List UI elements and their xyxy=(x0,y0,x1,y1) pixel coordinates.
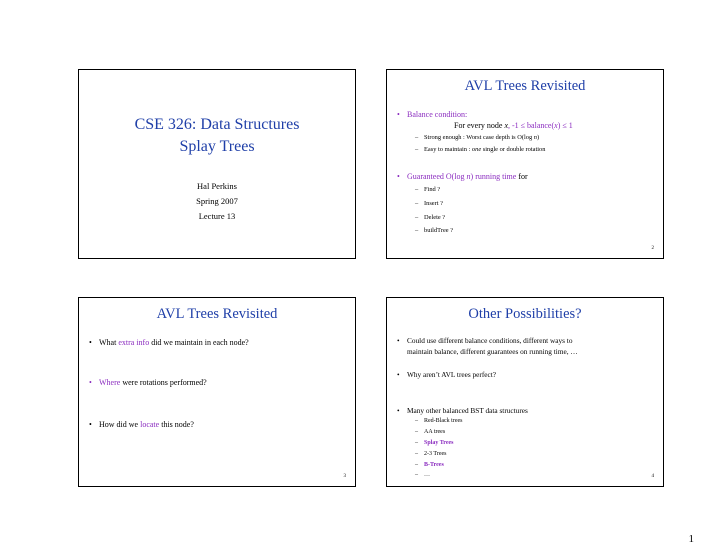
item-splay-trees: – Splay Trees xyxy=(415,440,454,446)
slide-4 xyxy=(386,297,664,487)
item-ellipsis: – … xyxy=(415,472,430,478)
question-locate-node: • How did we locate this node? xyxy=(89,420,194,429)
course-title: CSE 326: Data Structures xyxy=(134,116,300,133)
bullet-balance-conditions: • Could use different balance conditions, different ways to maintain balance, different guarantees on running time, … xyxy=(397,336,578,356)
slide-number: 4 xyxy=(651,474,654,479)
lecture-topic: Splay Trees xyxy=(179,138,255,155)
author: Hal Perkins xyxy=(197,181,237,191)
slide-3 xyxy=(78,297,356,487)
sub-buildtree: – buildTree ? xyxy=(415,227,454,234)
question-where-rotations: • Where were rotations performed? xyxy=(89,378,207,387)
item-aa-trees: – AA trees xyxy=(415,429,446,435)
item-red-black: – Red-Black trees xyxy=(415,418,463,424)
slide-2 xyxy=(386,69,664,259)
term: Spring 2007 xyxy=(196,196,238,206)
slide-title: AVL Trees Revisited xyxy=(464,78,586,94)
balance-formula: For every node x, -1 ≤ balance(x) ≤ 1 xyxy=(454,121,573,130)
lecture-number: Lecture 13 xyxy=(198,211,236,221)
sub-find: – Find ? xyxy=(415,186,441,193)
question-extra-info: • What extra info did we maintain in each node? xyxy=(89,338,249,347)
slide-title: Other Possibilities? xyxy=(468,306,582,322)
sub-strong-enough: – Strong enough : Worst case depth is O(log n) xyxy=(415,134,540,141)
slide-number: 2 xyxy=(651,246,654,251)
bullet-other-structures: • Many other balanced BST data structures xyxy=(397,406,528,415)
item-2-3-trees: – 2-3 Trees xyxy=(415,451,447,457)
sub-insert: – Insert ? xyxy=(415,200,443,207)
sub-easy-to-maintain: – Easy to maintain : one single or double rotation xyxy=(415,146,546,153)
slide-number: 3 xyxy=(343,474,346,479)
page-number: 1 xyxy=(688,533,694,545)
bullet-balance-condition: • Balance condition: xyxy=(397,110,468,119)
slide-1-title xyxy=(78,69,356,259)
bullet-guaranteed: • Guaranteed O(log n) running time for xyxy=(397,172,528,181)
sub-delete: – Delete ? xyxy=(415,214,446,221)
slide-title: AVL Trees Revisited xyxy=(156,306,278,322)
bullet-why-not-perfect: • Why aren’t AVL trees perfect? xyxy=(397,370,497,379)
item-b-trees: – B-Trees xyxy=(415,462,444,468)
